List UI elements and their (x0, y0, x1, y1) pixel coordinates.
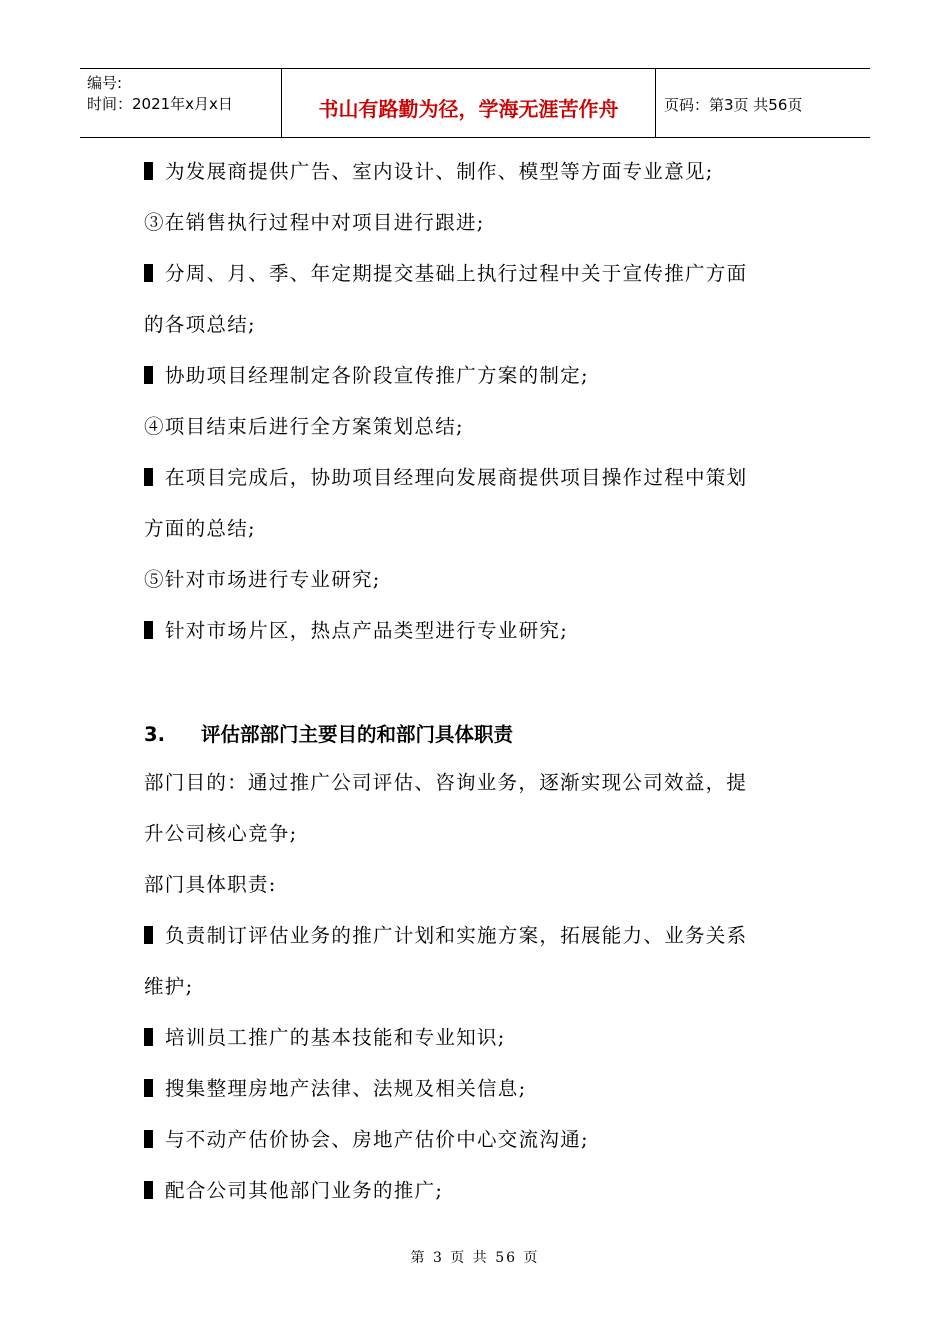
line-text: 维护; (144, 975, 194, 998)
body-line-2 (144, 210, 485, 236)
bullet-mark (144, 1130, 153, 1148)
body-line-5 (144, 363, 589, 389)
motto: 书山有路勤为径，学海无涯苦作舟 (318, 97, 619, 121)
line-text: ④项目结束后进行全方案策划总结; (144, 415, 464, 438)
line-text: ⑤针对市场进行专业研究; (144, 568, 381, 591)
bullet-mark (144, 1181, 153, 1199)
bullet-mark (144, 621, 153, 639)
body-line-1 (144, 159, 714, 185)
body-line-15 (144, 974, 193, 1000)
line-text: 为发展商提供广告、室内设计、制作、模型等方面专业意见; (165, 160, 714, 183)
header-meta-cell (80, 69, 281, 137)
body-line-19 (144, 1178, 443, 1204)
line-text: 分周、月、季、年定期提交基础上执行过程中关于宣传推广方面 (165, 262, 748, 285)
line-text: 的各项总结; (144, 313, 256, 336)
line-text: 搜集整理房地产法律、法规及相关信息; (165, 1077, 527, 1100)
body-line-18 (144, 1127, 589, 1153)
body-line-11 (144, 770, 747, 796)
bullet-mark (144, 366, 153, 384)
body-line-13 (144, 872, 277, 898)
section-number: 3. (144, 723, 165, 746)
bullet-mark (144, 1028, 153, 1046)
body-line-9 (144, 567, 381, 593)
body-line-12 (144, 821, 297, 847)
body-line-4 (144, 312, 256, 338)
body-line-6 (144, 414, 464, 440)
line-text: 针对市场片区，热点产品类型进行专业研究; (165, 619, 569, 642)
number-label: 编号: (87, 74, 123, 92)
bullet-mark (144, 926, 153, 944)
body-line-3 (144, 261, 747, 287)
line-text: 协助项目经理制定各阶段宣传推广方案的制定; (165, 364, 589, 387)
body-line-14 (144, 923, 747, 949)
line-text: 培训员工推广的基本技能和专业知识; (165, 1026, 506, 1049)
line-text: 负责制订评估业务的推广计划和实施方案，拓展能力、业务关系 (165, 924, 748, 947)
body-line-16 (144, 1025, 506, 1051)
line-text: 与不动产估价协会、房地产估价中心交流沟通; (165, 1128, 589, 1151)
line-text: 部门目的：通过推广公司评估、咨询业务，逐渐实现公司效益，提 (144, 771, 748, 794)
bullet-mark (144, 264, 153, 282)
page-header (80, 68, 870, 138)
page-footer: 第 3 页 共 56 页 (410, 1250, 540, 1266)
header-page-cell (655, 69, 870, 137)
line-text: 在项目完成后，协助项目经理向发展商提供项目操作过程中策划 (165, 466, 748, 489)
line-text: 配合公司其他部门业务的推广; (165, 1179, 444, 1202)
body-line-10 (144, 618, 568, 644)
bullet-mark (144, 1079, 153, 1097)
line-text: 部门具体职责: (144, 873, 277, 896)
page-info: 页码：第3页 共56页 (664, 96, 803, 114)
body-line-8 (144, 516, 256, 542)
header-motto-cell (281, 69, 656, 137)
line-text: 方面的总结; (144, 517, 256, 540)
bullet-mark (144, 468, 153, 486)
line-text: 升公司核心竞争; (144, 822, 298, 845)
section-title: 评估部部门主要目的和部门具体职责 (201, 723, 514, 746)
section-heading (144, 719, 513, 747)
body-line-17 (144, 1076, 526, 1102)
time-label: 时间：2021年x月x日 (87, 95, 233, 113)
line-text: ③在销售执行过程中对项目进行跟进; (144, 211, 485, 234)
body-line-7 (144, 465, 747, 491)
bullet-mark (144, 162, 153, 180)
